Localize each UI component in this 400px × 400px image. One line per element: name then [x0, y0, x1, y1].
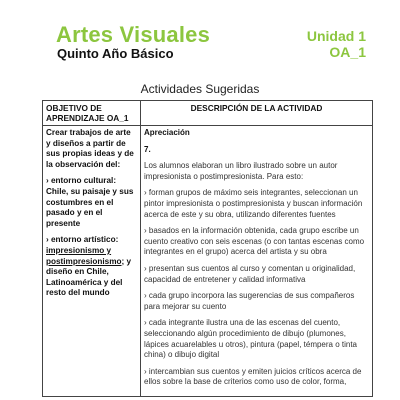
objective-artistic-suffix: ; y diseño en Chile, Latinoamérica y del resto del mundo	[46, 256, 132, 298]
objective-intro: Crear trabajos de arte y diseños a partir de sus propias ideas y de la observación del:	[46, 128, 134, 169]
activity-step: › cada grupo incorpora las sugerencias de sus compañeros para mejorar su cuento	[144, 291, 355, 311]
description-column-header: DESCRIPCIÓN DE LA ACTIVIDAD	[141, 101, 373, 126]
objective-artistic	[46, 235, 137, 299]
activity-step: › forman grupos de máximo seis integrantes, seleccionan un pintor impresionista o postimpresionista y buscan información acerca de este y su obra, utilizando diferentes fuentes	[144, 188, 363, 219]
subject-title: Artes Visuales	[56, 22, 211, 47]
oa-label: OA_1	[329, 44, 366, 60]
objective-cultural: › entorno cultural: Chile, su paisaje y sus costumbres en el pasado y en el presente	[46, 176, 134, 228]
table-row	[43, 126, 373, 397]
section-title: Actividades Sugeridas	[140, 82, 260, 96]
activity-intro: Los alumnos elaboran un libro ilustrado sobre un autor impresionista o postimpresionista. Para esto:	[144, 161, 338, 181]
activity-number: 7.	[144, 144, 151, 154]
activity-step: › intercambian sus cuentos y emiten juicios críticos acerca de ellos sobre la base de criterios como uso de color, forma,	[144, 366, 362, 387]
activities-table	[42, 100, 373, 397]
activity-category: Apreciación	[144, 128, 190, 137]
activity-step: › basados en la información obtenida, cada grupo escribe un cuento creativo con seis escenas (o con tantas escenas como integrantes en el grupo) acerca del artista y su obra	[144, 226, 365, 257]
grade-subtitle: Quinto Año Básico	[57, 46, 174, 61]
objective-column-header: OBJETIVO DE APRENDIZAJE OA_1	[43, 101, 141, 126]
activity-cell	[141, 126, 373, 397]
unit-label: Unidad 1	[306, 28, 366, 44]
table-header-row	[43, 101, 373, 126]
objective-artistic-link: impresionismo y postimpresionismo	[46, 245, 122, 266]
activity-step: › presentan sus cuentos al curso y comentan u originalidad, capacidad de entretener y calidad informativa	[144, 263, 356, 284]
activity-step: › cada integrante ilustra una de las escenas del cuento, seleccionando algún procedimiento de dibujo (plumones, lápices acuarelables u otros), pintura (papel, témpera o tinta china) o dibujo digital	[144, 318, 358, 360]
objective-cell	[43, 126, 141, 397]
objective-artistic-prefix: › entorno artístico:	[46, 235, 119, 245]
